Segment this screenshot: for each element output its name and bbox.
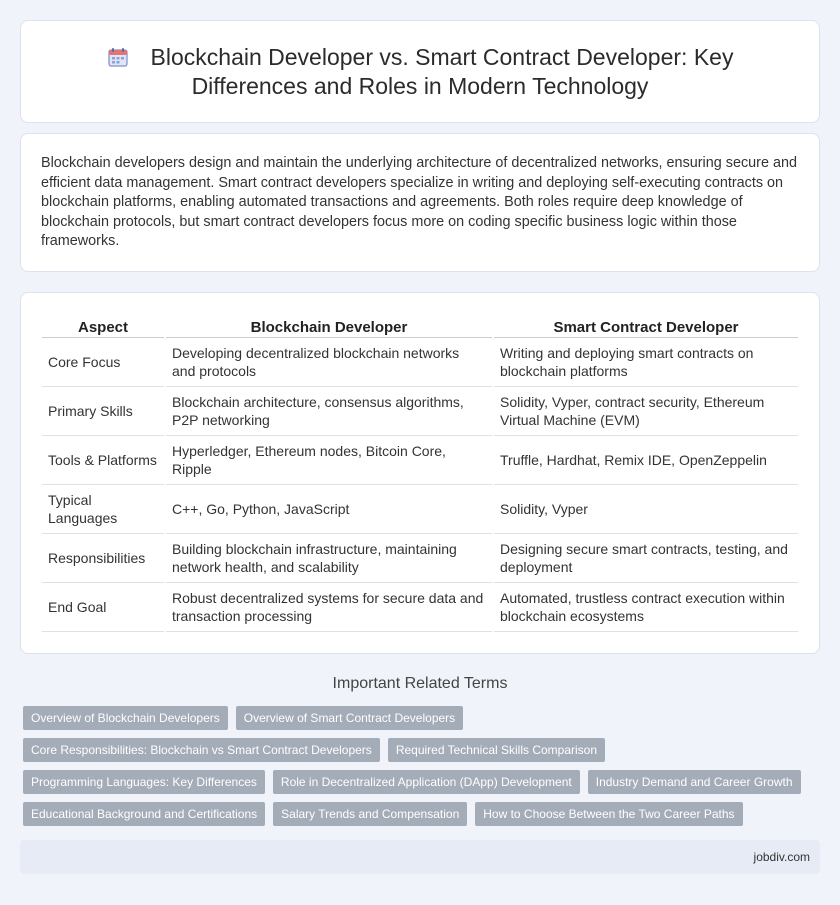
row-blockchain-cell: Developing decentralized blockchain networks and protocols [165,337,493,386]
row-smart-contract-cell: Automated, trustless contract execution within blockchain ecosystems [493,582,798,631]
related-term-tag[interactable]: Required Technical Skills Comparison [388,738,605,762]
row-smart-contract-cell: Designing secure smart contracts, testing, and deployment [493,533,798,582]
intro-card [20,133,820,272]
row-aspect: Responsibilities [42,533,165,582]
title-text-1: Blockchain Developer vs. Smart Contract Developer: Key [150,44,734,70]
title-line-2: Differences and Roles in Modern Technology [191,73,649,99]
related-term-tag[interactable]: Industry Demand and Career Growth [588,770,801,794]
page-title [21,43,819,101]
related-terms-title: Important Related Terms [332,675,508,692]
related-term-tag[interactable]: How to Choose Between the Two Career Paths [475,802,742,826]
row-aspect: Tools & Platforms [42,435,165,484]
row-blockchain-cell: Building blockchain infrastructure, maintaining network health, and scalability [165,533,493,582]
row-smart-contract-cell: Writing and deploying smart contracts on blockchain platforms [493,337,798,386]
table-row [42,533,798,582]
header-card [20,20,820,123]
row-aspect: End Goal [42,582,165,631]
comparison-card [20,292,820,654]
row-aspect: Typical Languages [42,484,165,533]
title-line-1 [21,43,819,72]
table-row [42,337,798,386]
row-blockchain-cell: C++, Go, Python, JavaScript [165,484,493,533]
related-term-tag[interactable]: Salary Trends and Compensation [273,802,467,826]
row-smart-contract-cell: Solidity, Vyper [493,484,798,533]
footer [20,840,820,874]
related-term-tag[interactable]: Programming Languages: Key Differences [23,770,265,794]
related-term-tag[interactable]: Core Responsibilities: Blockchain vs Smart Contract Developers [23,738,380,762]
related-term-tag[interactable]: Overview of Smart Contract Developers [236,706,463,730]
table-header-row [42,315,798,337]
intro-paragraph: Blockchain developers design and maintain the underlying architecture of decentralized networks, ensuring secure and efficient data management. Smart contract developers specialize in writing and deploying self-executing contracts on blockchain platforms, enabling automated transactions and agreements. Both roles require deep knowledge of blockchain protocols, but smart contract developers focus more on coding specific business logic within those frameworks. [41,155,797,250]
table-row [42,484,798,533]
row-blockchain-cell: Blockchain architecture, consensus algorithms, P2P networking [165,386,493,435]
row-blockchain-cell: Robust decentralized systems for secure data and transaction processing [165,582,493,631]
calendar-icon [107,46,129,68]
header-smart-contract-developer: Smart Contract Developer [493,315,798,337]
table-row [42,386,798,435]
row-smart-contract-cell: Solidity, Vyper, contract security, Ethereum Virtual Machine (EVM) [493,386,798,435]
table-row [42,582,798,631]
row-smart-contract-cell: Truffle, Hardhat, Remix IDE, OpenZeppelin [493,435,798,484]
table-row [42,435,798,484]
header-blockchain-developer: Blockchain Developer [165,315,493,337]
related-terms-list [23,706,823,834]
comparison-table [42,315,798,632]
footer-site-link[interactable]: jobdiv.com [753,850,810,864]
row-aspect: Primary Skills [42,386,165,435]
related-term-tag[interactable]: Educational Background and Certifications [23,802,265,826]
related-term-tag[interactable]: Role in Decentralized Application (DApp) Development [273,770,580,794]
related-term-tag[interactable]: Overview of Blockchain Developers [23,706,228,730]
row-blockchain-cell: Hyperledger, Ethereum nodes, Bitcoin Core, Ripple [165,435,493,484]
header-aspect: Aspect [42,315,165,337]
row-aspect: Core Focus [42,337,165,386]
